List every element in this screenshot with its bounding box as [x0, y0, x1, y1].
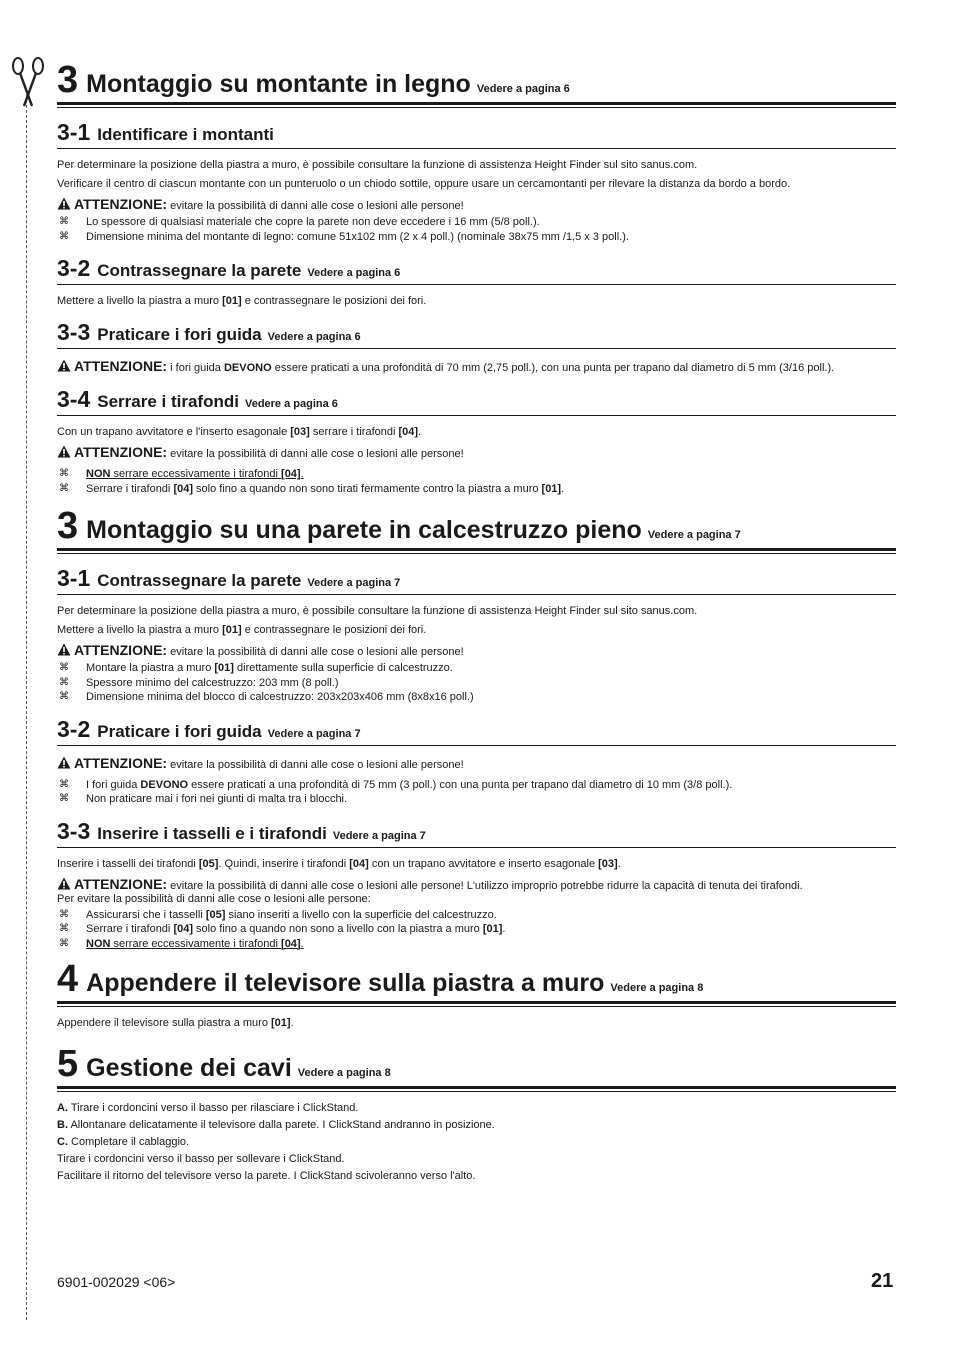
- subsection-rule: [57, 594, 896, 595]
- paragraph: Per determinare la posizione della piastra a muro, è possibile consultare la funzione di assistenza Height Finder sul sito sanus.com.: [57, 605, 698, 617]
- list-item: ⌘ Non praticare mai i fori nei giunti di malta tra i blocchi.: [59, 793, 348, 805]
- bullet-list: [57, 661, 896, 705]
- section-rule: [57, 1001, 896, 1007]
- warning-label: ATTENZIONE:: [74, 754, 168, 771]
- section-number: 3: [57, 505, 79, 547]
- page-number: 21: [871, 1270, 894, 1292]
- subsection-heading: [57, 255, 896, 282]
- bullet-list: [57, 908, 896, 952]
- paragraph: Inserire i tasselli dei tirafondi [05]. Quindi, inserire i tirafondi [04] con un trapano avvitatore e inserto esagonale [03].: [57, 857, 621, 870]
- bullet-list: [57, 215, 896, 244]
- bullet-icon: ⌘: [59, 691, 69, 702]
- subsection-rule: [57, 415, 896, 416]
- warning-triangle-icon: [57, 877, 71, 890]
- step-b: B. Allontanare delicatamente il televisore dalla parete. I ClickStand andranno in posizione.: [57, 1119, 495, 1131]
- section-rule: [57, 548, 896, 554]
- warning-triangle-icon: [57, 359, 71, 372]
- section-heading: [57, 506, 896, 546]
- warning-label: ATTENZIONE:: [74, 875, 168, 892]
- subsection-number: 3-4: [57, 386, 91, 412]
- warning-label: ATTENZIONE:: [74, 358, 168, 374]
- bullet-icon: ⌘: [59, 793, 69, 804]
- warning-triangle-icon: [57, 197, 71, 210]
- page-reference: Vedere a pagina 6: [244, 398, 338, 410]
- warning: [57, 877, 896, 906]
- subsection-title: Contrassegnare la parete: [97, 261, 302, 280]
- subsection-title: Serrare i tirafondi: [97, 392, 239, 411]
- cut-line: [26, 90, 27, 1320]
- subsection-title: Praticare i fori guida: [97, 325, 262, 344]
- list-item: ⌘ Serrare i tirafondi [04] solo fino a quando non sono a livello con la piastra a muro [01].: [59, 923, 506, 935]
- page-reference: Vedere a pagina 6: [476, 83, 570, 95]
- paragraph: Tirare i cordoncini verso il basso per sollevare i ClickStand.: [57, 1153, 345, 1165]
- subsection-heading: [57, 386, 896, 413]
- page-reference: Vedere a pagina 7: [647, 529, 741, 541]
- subsection-heading: [57, 119, 896, 146]
- bullet-list: [57, 467, 896, 496]
- scissors-icon: [10, 56, 46, 108]
- step-a: A. Tirare i cordoncini verso il basso per rilasciare i ClickStand.: [57, 1102, 359, 1114]
- list-item: ⌘ Serrare i tirafondi [04] solo fino a quando non sono tirati fermamente contro la piastra a muro [01].: [59, 482, 565, 495]
- page-reference: Vedere a pagina 8: [610, 982, 704, 994]
- bullet-icon: ⌘: [59, 230, 69, 242]
- bullet-icon: ⌘: [59, 923, 69, 934]
- warning-text: evitare la possibilità di danni alle cose o lesioni alle persone! L'utilizzo improprio potrebbe ridurre la capacità di tenuta dei tirafondi.: [170, 879, 803, 892]
- section-heading: [57, 1044, 896, 1084]
- warning: [57, 197, 896, 213]
- subsection-title: Praticare i fori guida: [97, 721, 262, 741]
- section-number: 4: [57, 958, 79, 1000]
- subsection-number: 3-2: [57, 255, 91, 281]
- step-c: C. Completare il cablaggio.: [57, 1136, 190, 1148]
- subsection-number: 3-2: [57, 715, 91, 742]
- paragraph: Appendere il televisore sulla piastra a muro [01].: [57, 1017, 294, 1029]
- bullet-icon: ⌘: [59, 908, 69, 920]
- section-heading: [57, 959, 896, 999]
- section-title: Appendere il televisore sulla piastra a muro: [86, 969, 605, 997]
- warning-label: ATTENZIONE:: [74, 196, 168, 212]
- warning: [57, 643, 896, 659]
- list-item: ⌘ Assicurarsi che i tasselli [05] siano inseriti a livello con la superficie del calcestruzzo.: [59, 908, 497, 921]
- page-content: [57, 52, 896, 1189]
- subsection-number: 3-3: [57, 319, 91, 345]
- subsection-number: 3-1: [57, 565, 91, 591]
- paragraph: Verificare il centro di ciascun montante con un punteruolo o un chiodo sottile, oppure usare un cercamontanti per rilevare la distanza da bordo a bordo.: [57, 178, 791, 190]
- subsection-rule: [57, 847, 896, 848]
- list-item: ⌘ Lo spessore di qualsiasi materiale che copre la parete non deve eccedere i 16 mm (5/8 poll.).: [59, 216, 540, 228]
- list-item: ⌘ NON serrare eccessivamente i tirafondi [04].: [59, 937, 304, 950]
- bullet-icon: ⌘: [59, 468, 69, 479]
- section-title: Montaggio su montante in legno: [86, 70, 471, 98]
- section-number: 3: [57, 59, 79, 101]
- section-heading: [57, 60, 896, 100]
- subsection-heading: [57, 319, 896, 346]
- page-reference: Vedere a pagina 6: [307, 267, 401, 279]
- section-title: Montaggio su una parete in calcestruzzo pieno: [86, 516, 642, 544]
- bullet-icon: ⌘: [59, 482, 69, 494]
- page-reference: Vedere a pagina 7: [267, 727, 361, 740]
- bullet-icon: ⌘: [59, 937, 69, 949]
- warning: [57, 445, 896, 461]
- page-reference: Vedere a pagina 7: [307, 577, 401, 589]
- section-number: 5: [57, 1043, 79, 1085]
- warning-label: ATTENZIONE:: [74, 444, 168, 460]
- paragraph: Mettere a livello la piastra a muro [01] e contrassegnare le posizioni dei fori.: [57, 295, 427, 307]
- paragraph: Facilitare il ritorno del televisore verso la parete. I ClickStand scivoleranno verso l'alto.: [57, 1170, 476, 1182]
- bullet-icon: ⌘: [59, 662, 69, 673]
- subsection-heading: [57, 565, 896, 592]
- warning-text: evitare la possibilità di danni alle cose o lesioni alle persone!: [170, 448, 464, 460]
- document-code: 6901-002029 <06>: [57, 1274, 176, 1290]
- section-title: Gestione dei cavi: [86, 1054, 292, 1082]
- paragraph: Con un trapano avvitatore e l'inserto esagonale [03] serrare i tirafondi [04].: [57, 426, 422, 438]
- list-item: ⌘ Montare la piastra a muro [01] direttamente sulla superficie di calcestruzzo.: [59, 662, 453, 674]
- warning-text: evitare la possibilità di danni alle cose o lesioni alle persone!: [170, 200, 464, 212]
- subsection-title: Inserire i tasselli e i tirafondi: [97, 823, 327, 843]
- page-reference: Vedere a pagina 7: [332, 829, 426, 842]
- warning-triangle-icon: [57, 643, 71, 656]
- subsection-title: Identificare i montanti: [97, 125, 274, 144]
- paragraph: Mettere a livello la piastra a muro [01] e contrassegnare le posizioni dei fori.: [57, 624, 427, 636]
- warning-text: Per evitare la possibilità di danni alle cose o lesioni alle persone:: [57, 892, 371, 905]
- warning-triangle-icon: [57, 445, 71, 458]
- subsection-title: Contrassegnare la parete: [97, 571, 302, 590]
- page-reference: Vedere a pagina 8: [297, 1067, 391, 1079]
- warning-text: evitare la possibilità di danni alle cose o lesioni alle persone!: [170, 646, 464, 658]
- bullet-icon: ⌘: [59, 216, 69, 227]
- subsection-rule: [57, 284, 896, 285]
- bullet-icon: ⌘: [59, 676, 69, 688]
- list-item: ⌘ Dimensione minima del montante di legno: comune 51x102 mm (2 x 4 poll.) (nominale 38x75 mm /1,5 x 3 poll.).: [59, 230, 629, 243]
- warning-text: evitare la possibilità di danni alle cose o lesioni alle persone!: [170, 758, 464, 771]
- bullet-icon: ⌘: [59, 778, 69, 790]
- subsection-heading: [57, 716, 896, 743]
- subsection-heading: [57, 818, 896, 845]
- subsection-rule: [57, 745, 896, 746]
- list-item: ⌘ NON serrare eccessivamente i tirafondi [04].: [59, 468, 304, 480]
- warning: ATTENZIONE: i fori guida DEVONO essere praticati a una profondità di 70 mm (2,75 poll.), con una punta per trapano dal diametro di 5 mm (3/16 poll.).: [57, 359, 896, 375]
- paragraph: Per determinare la posizione della piastra a muro, è possibile consultare la funzione di assistenza Height Finder sul sito sanus.com.: [57, 159, 698, 171]
- section-rule: [57, 1086, 896, 1092]
- subsection-number: 3-3: [57, 817, 91, 844]
- warning-label: ATTENZIONE:: [74, 642, 168, 658]
- warning: [57, 756, 896, 772]
- subsection-rule: [57, 148, 896, 149]
- list-item: ⌘ Dimensione minima del blocco di calcestruzzo: 203x203x406 mm (8x8x16 poll.): [59, 691, 474, 703]
- bullet-list: [57, 778, 896, 807]
- section-rule: [57, 102, 896, 108]
- list-item: ⌘ I fori guida DEVONO essere praticati a una profondità di 75 mm (3 poll.) con una punta per trapano dal diametro di 10 mm (3/8 poll.).: [59, 778, 733, 791]
- list-item: ⌘ Spessore minimo del calcestruzzo: 203 mm (8 poll.): [59, 676, 339, 689]
- subsection-number: 3-1: [57, 119, 91, 145]
- page-reference: Vedere a pagina 6: [267, 331, 361, 343]
- subsection-rule: [57, 348, 896, 349]
- warning-triangle-icon: [57, 756, 71, 769]
